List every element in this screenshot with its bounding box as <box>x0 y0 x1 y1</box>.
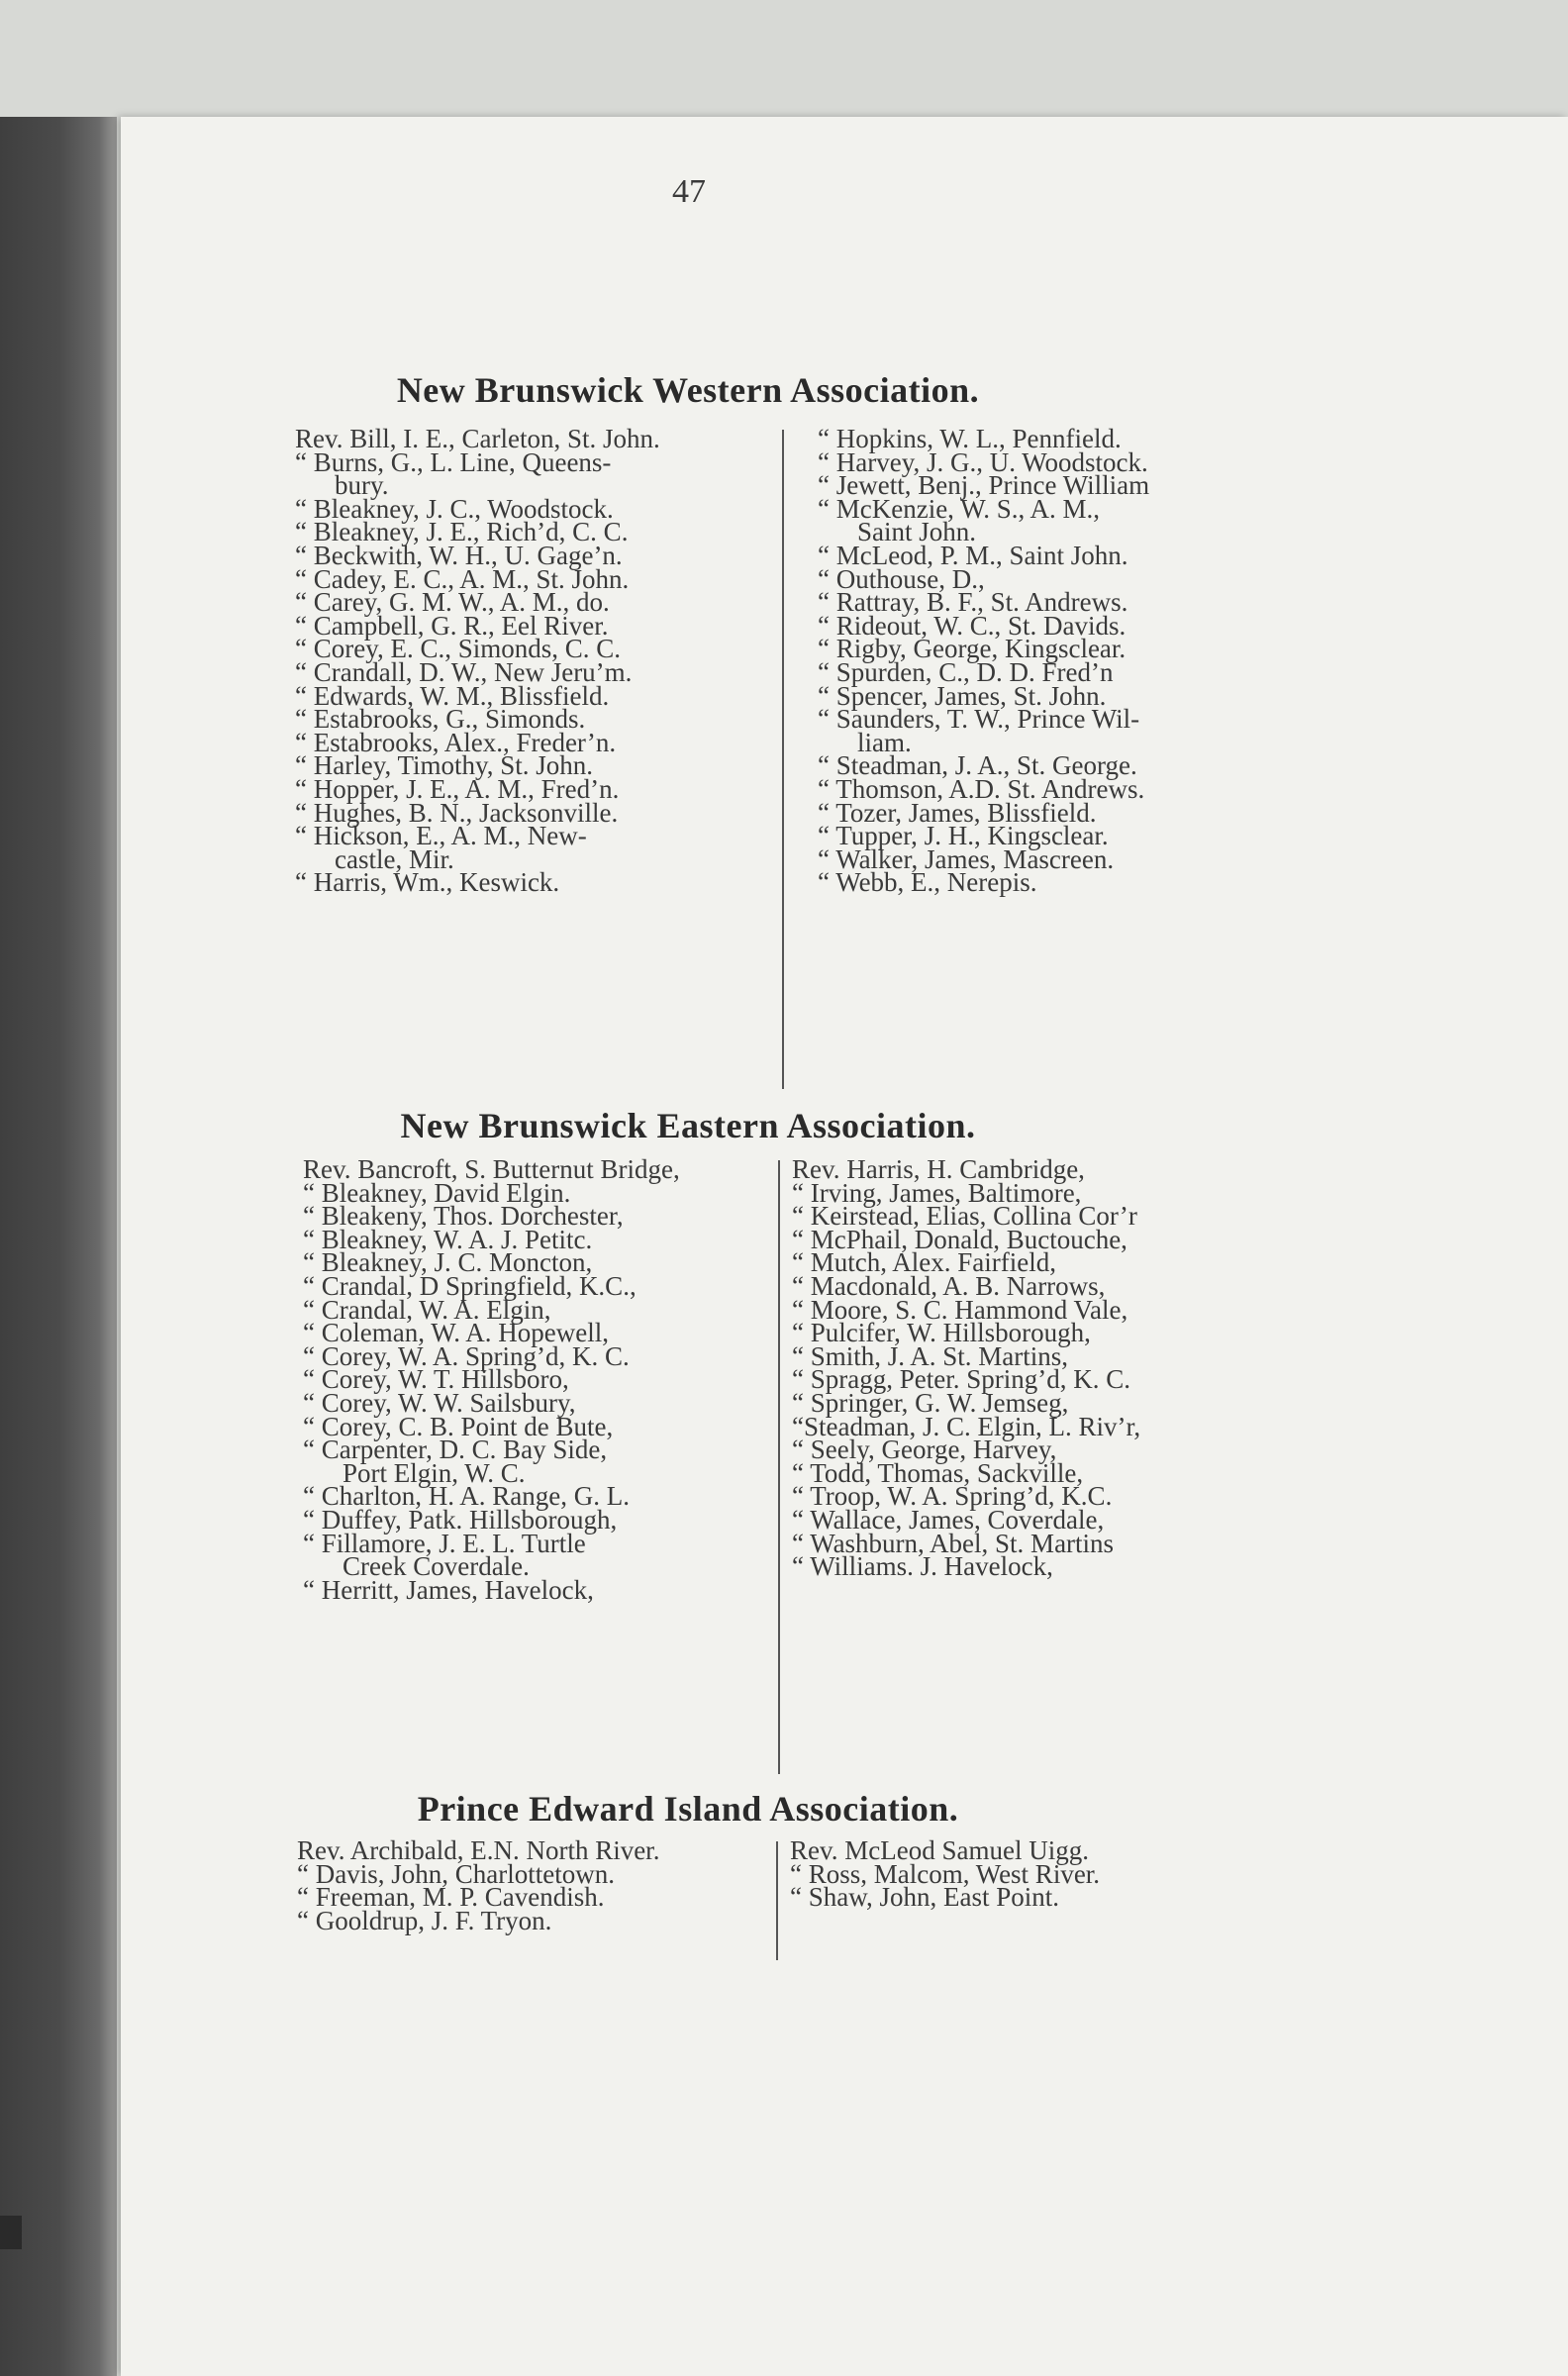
column-divider <box>776 1841 778 1960</box>
spine-mark <box>0 2216 22 2249</box>
book-spine <box>0 117 117 2376</box>
list-item: “ McLeod, P. M., Saint John. <box>818 540 1128 570</box>
list-item: “ Edwards, W. M., Blissfield. <box>295 680 610 711</box>
list-item: “ Troop, W. A. Spring’d, K.C. <box>792 1481 1113 1512</box>
list-item: “ Webb, E., Nerepis. <box>818 867 1037 898</box>
list-item: “ Macdonald, A. B. Narrows, <box>792 1270 1106 1301</box>
list-item: “ Carpenter, D. C. Bay Side, <box>303 1435 608 1465</box>
list-item: “ Hopkins, W. L., Pennfield. <box>818 424 1122 453</box>
eastern-right-column <box>792 1154 1141 1582</box>
list-item: Rev. Bancroft, S. Butternut Bridge, <box>303 1154 680 1184</box>
list-item: “ Williams. J. Havelock, <box>792 1551 1053 1582</box>
list-item: “ Jewett, Benj., Prince William <box>818 470 1150 501</box>
list-item: “ Burns, G., L. Line, Queens- <box>295 446 612 477</box>
list-item: Rev. Archibald, E.N. North River. <box>297 1835 660 1865</box>
western-right-column <box>818 424 1150 898</box>
list-item: Saint John. <box>857 517 977 547</box>
list-item: “ Rideout, W. C., St. Davids. <box>818 610 1127 641</box>
list-item: “ Harvey, J. G., U. Woodstock. <box>818 446 1148 477</box>
list-item: “ Rattray, B. F., St. Andrews. <box>818 587 1128 618</box>
list-item: “ Crandall, D. W., New Jeru’m. <box>295 656 633 687</box>
list-item: “ Beckwith, W. H., U. Gage’n. <box>295 540 623 570</box>
list-item: “ McKenzie, W. S., A. M., <box>818 493 1100 524</box>
list-item: “Steadman, J. C. Elgin, L. Riv’r, <box>792 1411 1141 1441</box>
list-item: “ Pulcifer, W. Hillsborough, <box>792 1318 1091 1348</box>
list-item: “ Cadey, E. C., A. M., St. John. <box>295 563 630 594</box>
list-item: Rev. Harris, H. Cambridge, <box>792 1154 1085 1184</box>
list-item: Creek Coverdale. <box>343 1551 530 1582</box>
pei-left-column <box>297 1835 660 1935</box>
list-item: “ Hickson, E., A. M., New- <box>295 821 587 851</box>
list-item: “ Smith, J. A. St. Martins, <box>792 1340 1069 1371</box>
list-item: “ Mutch, Alex. Fairfield, <box>792 1247 1056 1278</box>
list-item: “ Corey, W. A. Spring’d, K. C. <box>303 1340 630 1371</box>
list-item: “ Saunders, T. W., Prince Wil- <box>818 704 1140 735</box>
list-item: “ Spencer, James, St. John. <box>818 680 1107 711</box>
list-item: “ Tozer, James, Blissfield. <box>818 797 1097 828</box>
list-item: “ Outhouse, D., <box>818 563 985 594</box>
list-item: liam. <box>857 727 912 757</box>
eastern-left-column <box>303 1154 680 1605</box>
list-item: “ Bleakney, W. A. J. Petitc. <box>303 1224 593 1254</box>
page-number: 47 <box>672 173 706 210</box>
list-item: “ Duffey, Patk. Hillsborough, <box>303 1504 618 1534</box>
list-item: “ Harley, Timothy, St. John. <box>295 750 594 781</box>
list-item: “ Shaw, John, East Point. <box>790 1882 1059 1913</box>
list-item: “ Spragg, Peter. Spring’d, K. C. <box>792 1364 1130 1395</box>
list-item: “ Thomson, A.D. St. Andrews. <box>818 773 1145 804</box>
list-item: “ Washburn, Abel, St. Martins <box>792 1528 1115 1558</box>
list-item: “ Hopper, J. E., A. M., Fred’n. <box>295 773 620 804</box>
list-item: Port Elgin, W. C. <box>343 1457 526 1488</box>
list-item: “ Corey, W. W. Sailsbury, <box>303 1387 576 1418</box>
list-item: “ Freeman, M. P. Cavendish. <box>297 1882 605 1913</box>
list-item: “ Herritt, James, Havelock, <box>303 1574 594 1605</box>
list-item: “ Moore, S. C. Hammond Vale, <box>792 1294 1128 1325</box>
list-item: “ Ross, Malcom, West River. <box>790 1858 1101 1889</box>
list-item: “ Springer, G. W. Jemseg, <box>792 1387 1069 1418</box>
section-title-western: New Brunswick Western Association. <box>396 370 980 410</box>
list-item: “ Crandal, D Springfield, K.C., <box>303 1270 637 1301</box>
list-item: Rev. McLeod Samuel Uigg. <box>790 1835 1089 1865</box>
list-item: “ Davis, John, Charlottetown. <box>297 1858 615 1889</box>
list-item: bury. <box>335 470 389 501</box>
list-item: castle, Mir. <box>335 843 454 874</box>
list-item: “ Estabrooks, G., Simonds. <box>295 704 586 735</box>
list-item: “ Corey, W. T. Hillsboro, <box>303 1364 569 1395</box>
list-item: “ Steadman, J. A., St. George. <box>818 750 1137 781</box>
list-item: “ Keirstead, Elias, Collina Cor’r <box>792 1201 1137 1232</box>
list-item: “ Bleakney, J. C. Moncton, <box>303 1247 593 1278</box>
list-item: “ Wallace, James, Coverdale, <box>792 1504 1105 1534</box>
list-item: Rev. Bill, I. E., Carleton, St. John. <box>295 424 660 453</box>
list-item: “ Bleakney, J. C., Woodstock. <box>295 493 614 524</box>
section-title-eastern: New Brunswick Eastern Association. <box>400 1106 976 1145</box>
list-item: “ Tupper, J. H., Kingsclear. <box>818 821 1109 851</box>
pei-right-column <box>790 1835 1101 1913</box>
western-left-column <box>295 424 660 898</box>
list-item: “ Fillamore, J. E. L. Turtle <box>303 1528 586 1558</box>
list-item: “ Rigby, George, Kingsclear. <box>818 634 1127 664</box>
list-item: “ McPhail, Donald, Buctouche, <box>792 1224 1127 1254</box>
list-item: “ Todd, Thomas, Sackville, <box>792 1457 1084 1488</box>
section-title-pei: Prince Edward Island Association. <box>417 1789 959 1829</box>
list-item: “ Walker, James, Mascreen. <box>818 843 1115 874</box>
list-item: “ Carey, G. M. W., A. M., do. <box>295 587 610 618</box>
list-item: “ Charlton, H. A. Range, G. L. <box>303 1481 630 1512</box>
list-item: “ Bleakney, David Elgin. <box>303 1177 571 1208</box>
list-item: “ Harris, Wm., Keswick. <box>295 867 560 898</box>
list-item: “ Crandal, W. A. Elgin, <box>303 1294 551 1325</box>
list-item: “ Coleman, W. A. Hopewell, <box>303 1318 609 1348</box>
list-item: “ Irving, James, Baltimore, <box>792 1177 1082 1208</box>
list-item: “ Corey, E. C., Simonds, C. C. <box>295 634 622 664</box>
list-item: “ Corey, C. B. Point de Bute, <box>303 1411 614 1441</box>
list-item: “ Campbell, G. R., Eel River. <box>295 610 609 641</box>
column-divider <box>782 430 784 1089</box>
list-item: “ Bleakeny, Thos. Dorchester, <box>303 1201 624 1232</box>
column-divider <box>778 1160 780 1774</box>
list-item: “ Gooldrup, J. F. Tryon. <box>297 1905 552 1935</box>
list-item: “ Hughes, B. N., Jacksonville. <box>295 797 619 828</box>
list-item: “ Seely, George, Harvey, <box>792 1435 1057 1465</box>
list-item: “ Estabrooks, Alex., Freder’n. <box>295 727 617 757</box>
list-item: “ Bleakney, J. E., Rich’d, C. C. <box>295 517 629 547</box>
list-item: “ Spurden, C., D. D. Fred’n <box>818 656 1114 687</box>
